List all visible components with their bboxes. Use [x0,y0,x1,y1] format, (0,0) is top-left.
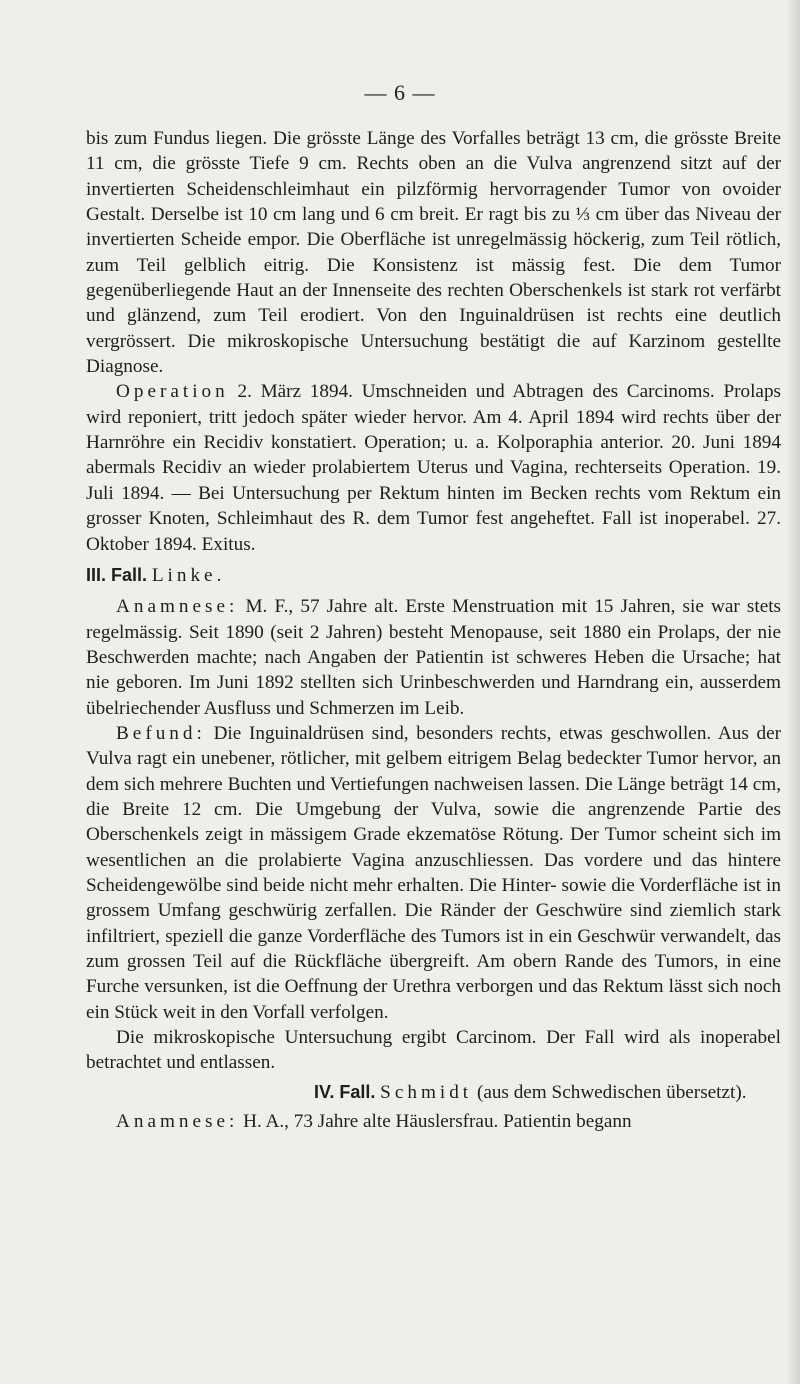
paragraph-anamnese-4 [86,1109,781,1134]
case-heading-3 [86,557,781,594]
anamnese-4-label: Anamnese: [116,1111,239,1133]
operation-label: Operation [116,381,229,403]
body-text [86,126,781,1134]
anamnese-text: M. F., 57 Jahre alt. Erste Menstruation mit 15 Jahren, sie war stets regelmässig. Seit 1890 (seit 2 Jahren) besteht Menopause, seit 1880 ein Prolaps, der nie Beschwerden machte; nach Angaben der Patientin ist schweres Heben die Ursache; hat nie geboren. Im Juni 1892 stellten sich Urinbeschwerden und Harndrang ein, ausserdem übelriechender Ausfluss und Schmerzen im Leib. [86,596,782,719]
paragraph-anamnese-3 [86,594,781,721]
befund-label: Befund: [116,722,206,744]
paragraph-1: bis zum Fundus liegen. Die grösste Länge des Vorfalles beträgt 13 cm, die grösste Breite 11 cm, die grösste Tiefe 9 cm. Rechts oben an die Vulva angrenzend sitzt auf der invertierten Scheidenschleimhaut ein pilzförmig hervorragender Tumor von ovoider Gestalt. Derselbe ist 10 cm lang und 6 cm breit. Er ragt bis zu ⅓ cm über das Niveau der invertierten Scheide empor. Die Oberfläche ist unregelmässig höckerig, zum Teil rötlich, zum Teil gelblich eitrig. Die Konsistenz ist mässig fest. Die dem Tumor gegenüberliegende Haut an der Innenseite des rechten Oberschenkels ist stark rot verfärbt und glänzend, zum Teil erodiert. Von den Inguinaldrüsen ist rechts eine deutlich vergrössert. Die mikroskopische Untersuchung bestätigt die auf Karzinom gestellte Diagnose. [86,128,781,378]
anamnese-4-text: H. A., 73 Jahre alte Häuslersfrau. Patientin begann [243,1111,632,1133]
case-4-label: IV. Fall. [314,1081,376,1102]
anamnese-label: Anamnese: [116,596,239,618]
case-4-note: (aus dem Schwedischen übersetzt). [476,1081,747,1103]
case-3-label: III. Fall. [86,564,148,585]
operation-text: 2. März 1894. Umschneiden und Abtragen des Carcinoms. Prolaps wird reponiert, tritt jedoch später wieder hervor. Am 4. April 1894 wird rechts über der Harnröhre ein Recidiv konstatiert. Operation; u. a. Kolporaphia anterior. 20. Juni 1894 abermals Recidiv an wieder prolabiertem Uterus und Vagina, rechterseits Operation. 19. Juli 1894. — Bei Untersuchung per Rektum hinten im Becken rechts vom Rektum ein grosser Knoten, Schleimhaut des R. dem Tumor fest angeheftet. Fall ist inoperabel. 27. Oktober 1894. Exitus. [86,381,782,555]
page-number: — 6 — [364,80,436,105]
case-heading-4 [86,1076,781,1109]
case-3-name: Linke. [151,564,226,586]
paragraph-operation [86,379,781,556]
case-4-name: Schmidt [380,1081,473,1103]
paragraph-befund [86,721,781,1025]
paragraph-conclusion: Die mikroskopische Untersuchung ergibt Carcinom. Der Fall wird als inoperabel betrachtet und entlassen. [86,1027,781,1074]
befund-text: Die Inguinaldrüsen sind, besonders rechts, etwas geschwollen. Aus der Vulva ragt ein unebener, rötlicher, mit gelbem eitrigem Belag bedeckter Tumor hervor, an dem sich mehrere Buchten und Vertiefungen nachweisen lassen. Die Länge beträgt 14 cm, die Breite 12 cm. Die Umgebung der Vulva, sowie die angrenzende Partie des Oberschenkels zeigt in mässigem Grade ekzematöse Rötung. Der Tumor scheint sich im wesentlichen an die prolabierte Vagina anzuschliessen. Das vordere und das hintere Scheidengewölbe sind beide nicht mehr erhalten. Die Hinter- sowie die Vorderfläche ist in grossem Umfang geschwürig zerfallen. Die Ränder der Geschwüre sind ziemlich stark infiltriert, speziell die ganze Vorderfläche des Tumors ist in ein Geschwür verwandelt, das zum grossen Teil auf die Rückfläche übergreift. Am obern Rande des Tumors, in eine Furche versunken, ist die Oeffnung der Urethra verborgen und das Rektum lässt sich noch ein Stück weit in den Vorfall verfolgen. [86,722,782,1023]
page-edge-shadow [786,0,800,1384]
